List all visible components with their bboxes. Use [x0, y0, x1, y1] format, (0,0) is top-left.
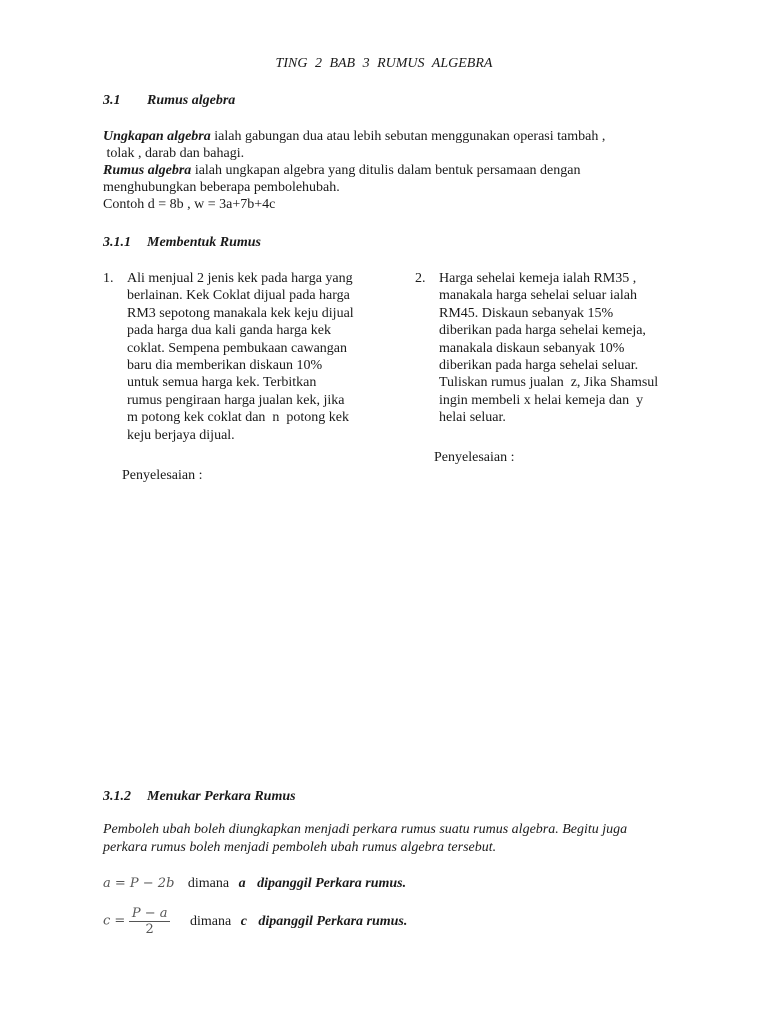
page-title: TING 2 BAB 3 RUMUS ALGEBRA — [275, 56, 493, 71]
question-line: RM3 sepotong manakala kek keju dijual — [127, 305, 354, 321]
solution-label-1: Penyelesaian : — [122, 468, 203, 483]
question-line: keju berjaya dijual. — [127, 427, 235, 443]
section-3-1-1-heading — [103, 235, 261, 251]
formula-1 — [103, 876, 406, 892]
intro-paragraph — [103, 128, 683, 213]
question-line: RM45. Diskaun sebanyak 15% — [439, 305, 614, 321]
question-2 — [415, 270, 705, 470]
question-line: rumus pengiraan harga jualan kek, jika — [127, 392, 345, 408]
definition-text: tolak , darab dan bahagi. — [103, 146, 245, 161]
question-line: m potong kek coklat dan n potong kek — [127, 410, 350, 426]
question-number: 2. — [415, 271, 426, 286]
subject-variable: a — [238, 876, 246, 891]
example-text: Contoh d = 8b , w = 3a+7b+4c — [103, 197, 276, 212]
fraction — [129, 906, 171, 937]
fraction-numerator: P − a — [129, 906, 171, 922]
section-3-1-2-text — [103, 821, 743, 857]
question-text — [127, 270, 354, 444]
term-rumus-algebra: Rumus algebra — [103, 163, 192, 178]
question-line: berlainan. Kek Coklat dijual pada harga — [127, 288, 350, 304]
question-line: Harga sehelai kemeja ialah RM35 , — [439, 271, 637, 286]
question-line: untuk semua harga kek. Terbitkan — [127, 375, 317, 391]
question-text — [439, 270, 658, 427]
definition-text: ialah gabungan dua atau lebih sebutan menggunakan operasi tambah , — [210, 129, 606, 144]
paragraph-line: Pemboleh ubah boleh diungkapkan menjadi perkara rumus suatu rumus algebra. Begitu juga — [103, 822, 628, 837]
question-line: baru dia memberikan diskaun 10% — [127, 358, 323, 374]
definition-text: menghubungkan beberapa pembolehubah. — [103, 180, 340, 195]
term-ungkapan-algebra: Ungkapan algebra — [103, 129, 211, 144]
question-line: ingin membeli x helai kemeja dan y — [439, 392, 644, 408]
formula-2 — [103, 906, 407, 937]
question-line: Tuliskan rumus jualan z, Jika Shamsul — [439, 375, 659, 391]
section-title: Menukar Perkara Rumus — [147, 789, 296, 804]
section-number: 3.1.1 — [103, 235, 131, 250]
section-title: Rumus algebra — [147, 93, 236, 108]
question-line: diberikan pada harga sehelai seluar. — [439, 358, 639, 374]
question-line: Ali menjual 2 jenis kek pada harga yang — [127, 271, 353, 286]
question-line: coklat. Sempena pembukaan cawangan — [127, 340, 348, 356]
section-number: 3.1.2 — [103, 789, 131, 804]
dimana-text: dimana — [187, 876, 230, 891]
equation-lhs: c = — [103, 913, 126, 929]
question-line: diberikan pada harga sehelai kemeja, — [439, 323, 646, 339]
subject-label: dipanggil Perkara rumus. — [257, 876, 407, 891]
section-3-1-2-heading — [103, 789, 296, 805]
question-line: manakala harga sehelai seluar ialah — [439, 288, 637, 304]
section-title: Membentuk Rumus — [147, 235, 261, 250]
solution-label-2: Penyelesaian : — [434, 450, 515, 465]
equation: a = P − 2b — [103, 876, 175, 891]
question-number: 1. — [103, 271, 114, 286]
subject-variable: c — [240, 913, 247, 929]
question-line: helai seluar. — [439, 410, 506, 426]
section-number: 3.1 — [103, 93, 121, 108]
dimana-text: dimana — [189, 913, 232, 929]
fraction-denominator: 2 — [145, 922, 154, 937]
question-1 — [103, 270, 393, 470]
question-line: manakala diskaun sebanyak 10% — [439, 340, 625, 356]
paragraph-line: perkara rumus boleh menjadi pemboleh ubah rumus algebra tersebut. — [103, 840, 497, 855]
question-line: pada harga dua kali ganda harga kek — [127, 323, 331, 339]
definition-text: ialah ungkapan algebra yang ditulis dalam bentuk persamaan dengan — [191, 163, 581, 178]
section-3-1-heading — [103, 93, 235, 109]
subject-label: dipanggil Perkara rumus. — [258, 913, 408, 929]
